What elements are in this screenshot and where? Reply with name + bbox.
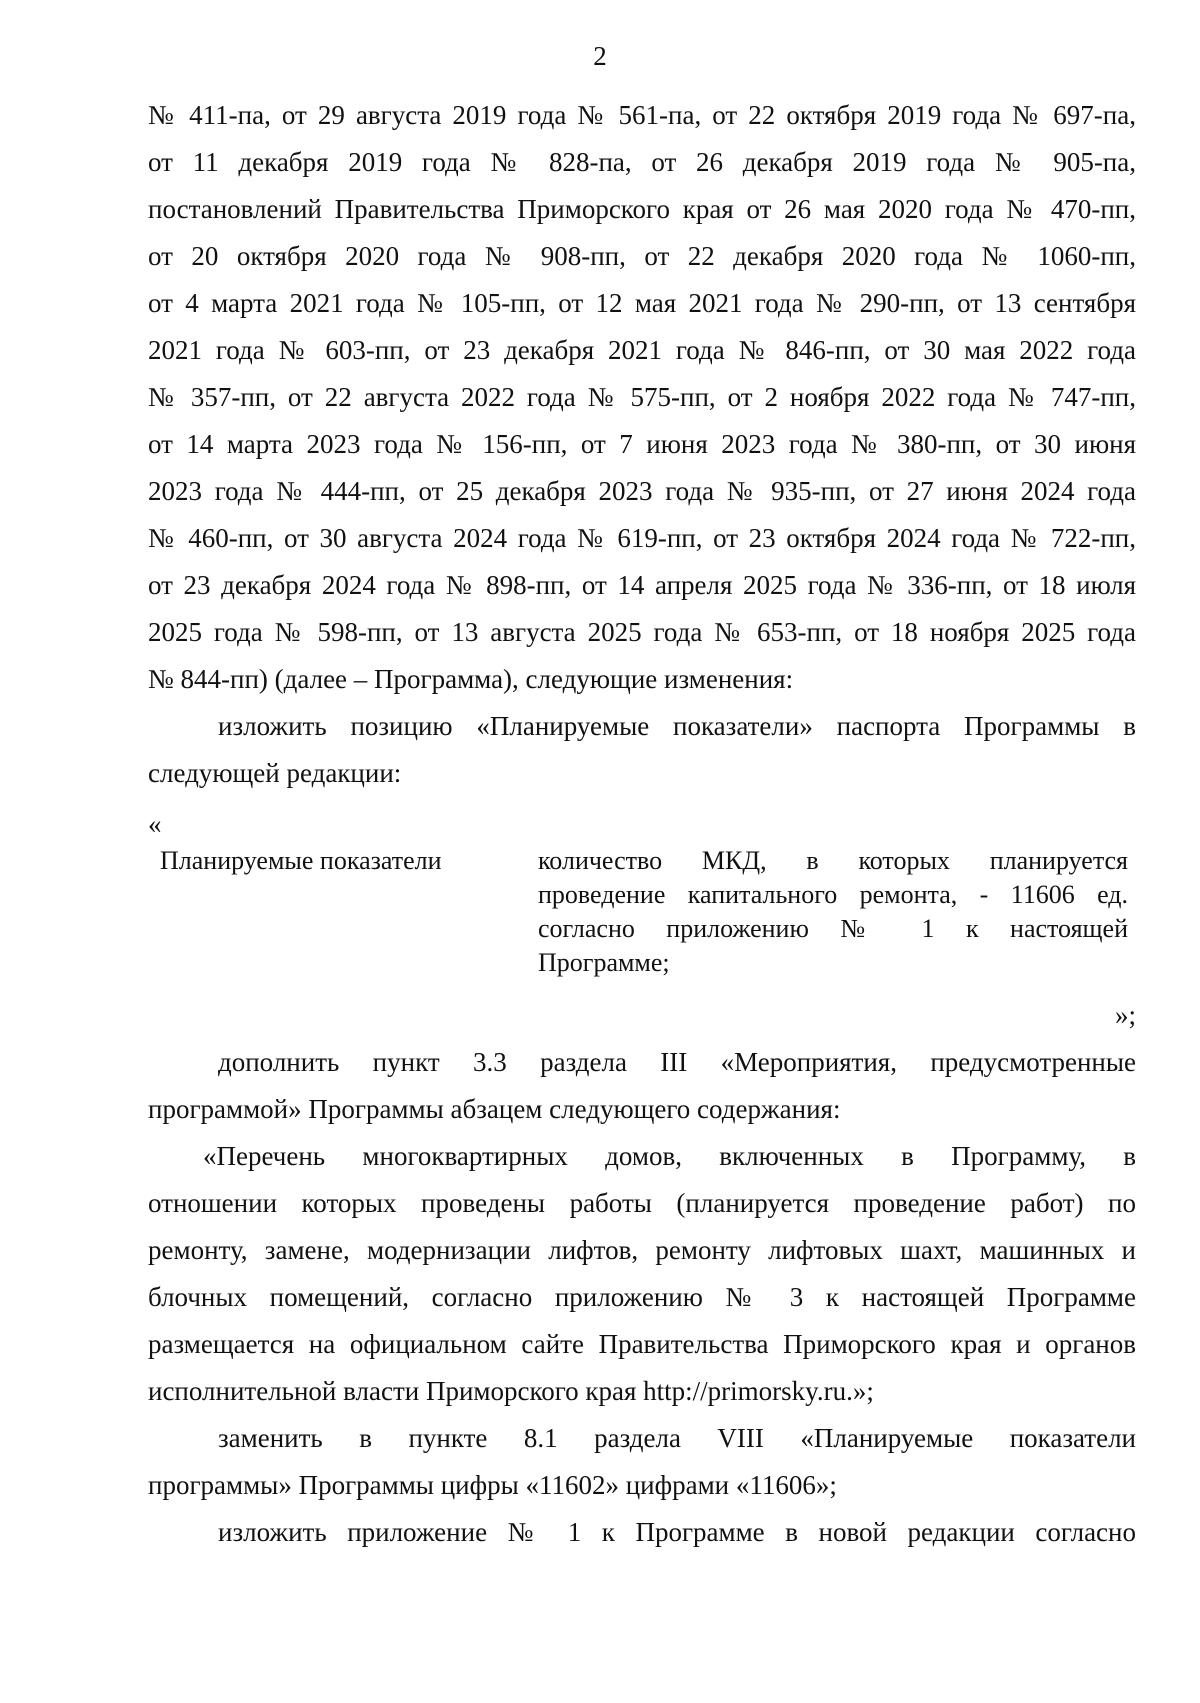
text-line: от 23 декабря 2024 года № 898-пп, от 14 апреля 2025 года № 336-пп, от 18 июля (148, 570, 1136, 600)
text-line: блочных помещений, согласно приложению № 3 к настоящей Программе (148, 1282, 1136, 1312)
passport-position-table (148, 844, 1136, 994)
text-line: изложить позицию «Планируемые показатели» паспорта Программы в (218, 711, 1136, 741)
text-line: № 411-па, от 29 августа 2019 года № 561-па, от 22 октября 2019 года № 697-па, (148, 100, 1136, 130)
text-line: проведение капитального ремонта, - 11606 ед. (538, 880, 1128, 909)
text-line: согласно приложению № 1 к настоящей (538, 914, 1128, 943)
paragraph-replace-figures (148, 1415, 1136, 1509)
text-line: следующей редакции: (148, 758, 402, 788)
text-line: № 844-пп) (далее – Программа), следующие изменения: (148, 664, 794, 694)
text-line: размещается на официальном сайте Правительства Приморского края и органов (148, 1329, 1136, 1359)
paragraph-passport-position (148, 703, 1136, 797)
text-line: от 4 марта 2021 года № 105-пп, от 12 мая 2021 года № 290-пп, от 13 сентября (148, 288, 1136, 318)
text-line: программой» Программы абзацем следующего содержания: (148, 1094, 841, 1124)
text-line: отношении которых проведены работы (планируется проведение работ) по (148, 1188, 1136, 1218)
text-line: 2021 года № 603-пп, от 23 декабря 2021 года № 846-пп, от 30 мая 2022 года (148, 335, 1136, 365)
opening-quote: « (148, 809, 162, 839)
text-line: № 357-пп, от 22 августа 2022 года № 575-пп, от 2 ноября 2022 года № 747-пп, (148, 382, 1136, 412)
page-number: 2 (593, 41, 607, 71)
text-line: № 460-пп, от 30 августа 2024 года № 619-пп, от 23 октября 2024 года № 722-пп, (148, 523, 1136, 553)
text-line: от 20 октября 2020 года № 908-пп, от 22 декабря 2020 года № 1060-пп, (148, 241, 1136, 271)
text-line: 2023 года № 444-пп, от 25 декабря 2023 года № 935-пп, от 27 июня 2024 года (148, 476, 1136, 506)
closing-quote: »; (1114, 1000, 1136, 1030)
paragraph-amendments-list (148, 92, 1136, 703)
passport-position-name: Планируемые показатели (160, 846, 442, 875)
text-line: от 14 марта 2023 года № 156-пп, от 7 июня 2023 года № 380-пп, от 30 июня (148, 429, 1136, 459)
text-line: ремонту, замене, модернизации лифтов, ремонту лифтовых шахт, машинных и (148, 1235, 1136, 1265)
text-line: постановлений Правительства Приморского края от 26 мая 2020 года № 470-пп, (148, 194, 1136, 224)
paragraph-building-list (148, 1133, 1136, 1415)
document-body (148, 92, 1136, 1556)
text-line: программы» Программы цифры «11602» цифрами «11606»; (148, 1470, 837, 1500)
passport-position-value (538, 844, 1128, 980)
text-line: Программе; (538, 948, 670, 977)
text-line: изложить приложение № 1 к Программе в новой редакции согласно (218, 1517, 1136, 1547)
text-line: «Перечень многоквартирных домов, включенных в Программу, в (203, 1141, 1136, 1171)
paragraph-add-section (148, 1039, 1136, 1133)
text-line: заменить в пункте 8.1 раздела VIII «Планируемые показатели (218, 1423, 1136, 1453)
paragraph-appendix (148, 1509, 1136, 1556)
text-line: дополнить пункт 3.3 раздела III «Мероприятия, предусмотренные (218, 1047, 1136, 1077)
text-line: 2025 года № 598-пп, от 13 августа 2025 года № 653-пп, от 18 ноября 2025 года (148, 617, 1136, 647)
text-line: от 11 декабря 2019 года № 828-па, от 26 декабря 2019 года № 905-па, (148, 147, 1136, 177)
text-line: исполнительной власти Приморского края http://primorsky.ru.»; (148, 1376, 874, 1406)
text-line: количество МКД, в которых планируется (538, 846, 1128, 875)
